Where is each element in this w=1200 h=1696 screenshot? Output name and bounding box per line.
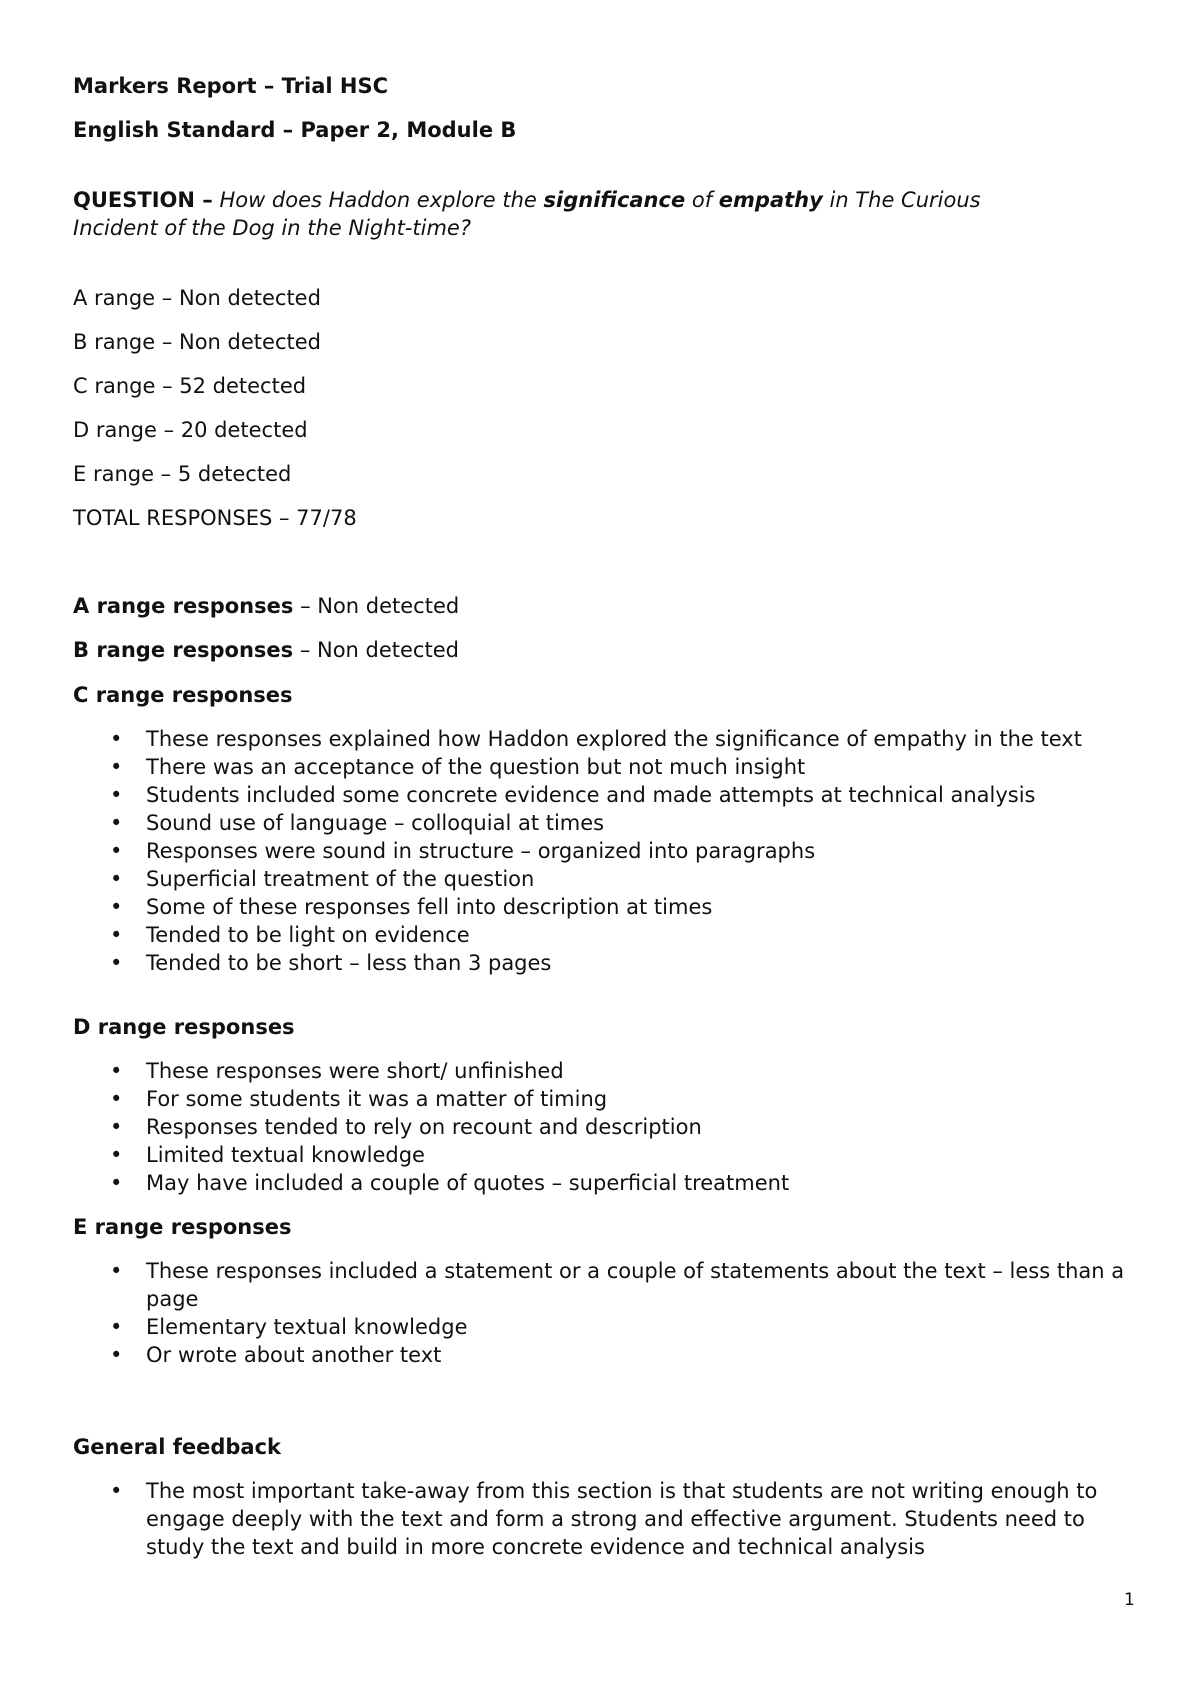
b-range-line: B range responses – Non detected [73, 638, 459, 662]
page-number: 1 [1124, 1590, 1135, 1610]
report-title: Markers Report – Trial HSC [73, 74, 388, 98]
b-range-heading: B range responses [73, 638, 294, 662]
d-range-list [73, 1057, 1143, 1197]
list-item: • Students included some concrete evidence and made attempts at technical analysis [73, 781, 1143, 809]
a-range-line: A range responses – Non detected [73, 594, 460, 618]
range-summary-e: E range – 5 detected [73, 462, 292, 486]
question-line-1: QUESTION – How does Haddon explore the significance of empathy in The Curious [73, 188, 981, 212]
list-item: • These responses were short/ unfinished [73, 1057, 1143, 1085]
list-item: • Tended to be light on evidence [73, 921, 1143, 949]
range-summary-c: C range – 52 detected [73, 374, 307, 398]
list-item: • There was an acceptance of the question but not much insight [73, 753, 1143, 781]
question-line-2: Incident of the Dog in the Night-time? [73, 216, 471, 240]
question-emphasis-significance: significance [543, 188, 686, 212]
list-item: • The most important take-away from this section is that students are not writing enough to engage deeply with the text and form a strong and effective argument. Students need to study the text and build in more concrete evidence and technical analysis [73, 1477, 1143, 1561]
d-range-heading: D range responses [73, 1015, 295, 1039]
report-subtitle: English Standard – Paper 2, Module B [73, 118, 517, 142]
e-range-list [73, 1257, 1143, 1369]
list-item: • Superficial treatment of the question [73, 865, 1143, 893]
question-emphasis-empathy: empathy [718, 188, 823, 212]
list-item: • Responses were sound in structure – organized into paragraphs [73, 837, 1143, 865]
list-item: • Or wrote about another text [73, 1341, 1143, 1369]
c-range-heading: C range responses [73, 683, 293, 707]
total-responses: TOTAL RESPONSES – 77/78 [73, 506, 357, 530]
list-item: • Tended to be short – less than 3 pages [73, 949, 1143, 977]
e-range-heading: E range responses [73, 1215, 292, 1239]
range-summary-d: D range – 20 detected [73, 418, 308, 442]
c-range-list [73, 725, 1143, 977]
range-summary-b: B range – Non detected [73, 330, 321, 354]
list-item: • These responses included a statement or a couple of statements about the text – less than a page [73, 1257, 1143, 1313]
list-item: • Some of these responses fell into description at times [73, 893, 1143, 921]
a-range-heading: A range responses [73, 594, 294, 618]
general-feedback-list [73, 1477, 1143, 1561]
list-item: • Responses tended to rely on recount and description [73, 1113, 1143, 1141]
list-item: • Elementary textual knowledge [73, 1313, 1143, 1341]
list-item: • May have included a couple of quotes – superficial treatment [73, 1169, 1143, 1197]
list-item: • These responses explained how Haddon explored the significance of empathy in the text [73, 725, 1143, 753]
general-feedback-heading: General feedback [73, 1435, 281, 1459]
list-item: • Sound use of language – colloquial at times [73, 809, 1143, 837]
question-label: QUESTION – [73, 188, 213, 212]
range-summary-a: A range – Non detected [73, 286, 321, 310]
list-item: • For some students it was a matter of timing [73, 1085, 1143, 1113]
list-item: • Limited textual knowledge [73, 1141, 1143, 1169]
